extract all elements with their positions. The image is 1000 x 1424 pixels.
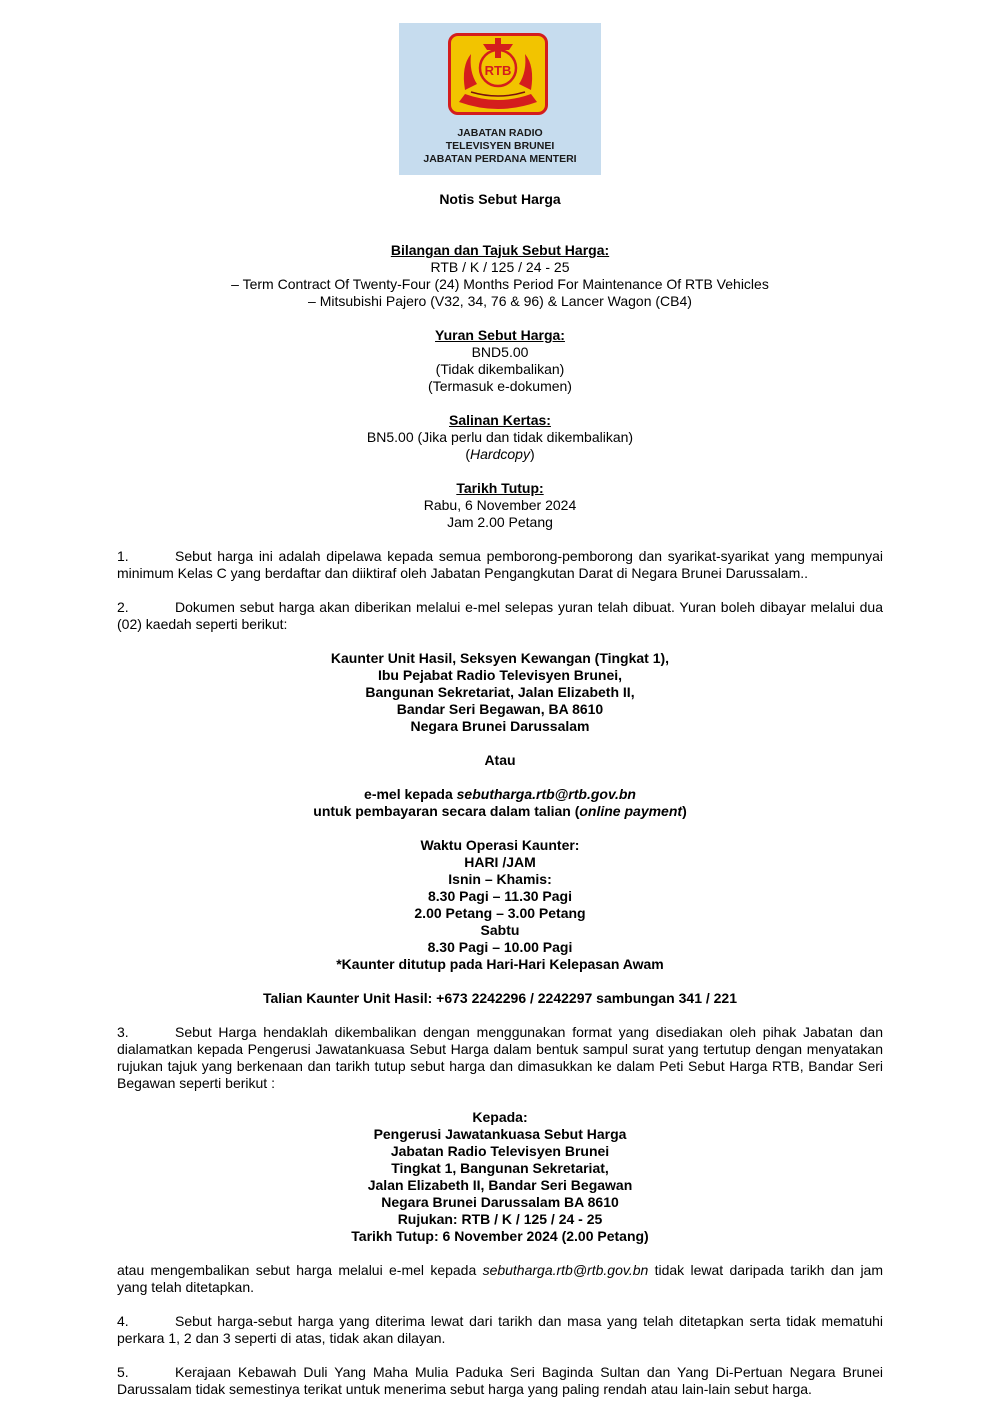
logo-line-3: JABATAN PERDANA MENTERI	[423, 153, 577, 165]
hours-line: 8.30 Pagi – 11.30 Pagi	[428, 888, 572, 904]
hours-line: 2.00 Petang – 3.00 Petang	[414, 905, 586, 921]
hours-line: Isnin – Khamis:	[448, 871, 552, 887]
recipient-line: Rujukan: RTB / K / 125 / 24 - 25	[397, 1211, 603, 1227]
closing-heading: Tarikh Tutup:	[456, 480, 544, 496]
paper-line: BN5.00 (Jika perlu dan tidak dikembalikan)	[366, 429, 634, 445]
counter-address	[117, 650, 883, 735]
notice-document	[117, 191, 883, 1398]
counter-address-line: Ibu Pejabat Radio Televisyen Brunei,	[377, 667, 623, 683]
hours-line: Waktu Operasi Kaunter:	[420, 837, 580, 853]
hours-line: HARI /JAM	[464, 854, 536, 870]
reference-title-line-1: – Term Contract Of Twenty-Four (24) Months Period For Maintenance Of RTB Vehicles	[231, 276, 769, 292]
counter-address-line: Bandar Seri Begawan, BA 8610	[396, 701, 604, 717]
counter-hours	[117, 837, 883, 973]
paragraph-5: 5. Kerajaan Kebawah Duli Yang Maha Mulia Paduka Seri Baginda Sultan dan Yang Di-Pertuan Negara Brunei Darussalam tidak semestinya terikat untuk menerima sebut harga yang paling rendah atau lain-lain sebut harga.	[117, 1364, 883, 1397]
logo-rtb-text: RTB	[484, 63, 512, 78]
recipient-line: Tingkat 1, Bangunan Sekretariat,	[391, 1160, 609, 1176]
paragraph-2: 2. Dokumen sebut harga akan diberikan melalui e-mel selepas yuran telah dibuat. Yuran boleh dibayar melalui dua (02) kaedah seperti berikut:	[117, 599, 883, 632]
paragraph-1: 1. Sebut harga ini adalah dipelawa kepada semua pemborong-pemborong dan syarikat-syarikat yang mempunyai minimum Kelas C yang berdaftar dan diiktiraf oleh Jabatan Pengangkutan Darat di Negara Brunei Darussalam..	[117, 548, 883, 581]
recipient-line: Tarikh Tutup: 6 November 2024 (2.00 Petang)	[351, 1228, 649, 1244]
paper-hardcopy: (Hardcopy)	[465, 446, 535, 462]
reference-title-line-2: – Mitsubishi Pajero (V32, 34, 76 & 96) & Lancer Wagon (CB4)	[308, 293, 692, 309]
recipient-line: Pengerusi Jawatankuasa Sebut Harga	[373, 1126, 627, 1142]
hours-line: 8.30 Pagi – 10.00 Pagi	[427, 939, 573, 955]
recipient-address	[117, 1109, 883, 1245]
email-payment-line-2: untuk pembayaran secara dalam talian (online payment)	[313, 803, 687, 819]
paragraph-4: 4. Sebut harga-sebut harga yang diterima lewat dari tarikh dan masa yang telah ditetapkan serta tidak mematuhi perkara 1, 2 dan 3 seperti di atas, tidak akan dilayan.	[117, 1313, 883, 1346]
recipient-line: Jabatan Radio Televisyen Brunei	[390, 1143, 610, 1159]
hours-line: Sabtu	[480, 922, 520, 938]
counter-address-line: Bangunan Sekretariat, Jalan Elizabeth II,	[365, 684, 635, 700]
page-title: Notis Sebut Harga	[439, 191, 561, 207]
counter-address-line: Kaunter Unit Hasil, Seksyen Kewangan (Tingkat 1),	[330, 650, 670, 666]
recipient-line: Negara Brunei Darussalam BA 8610	[381, 1194, 619, 1210]
rtb-emblem-icon	[448, 33, 548, 115]
email-return-paragraph: atau mengembalikan sebut harga melalui e-mel kepada sebutharga.rtb@rtb.gov.bn tidak lewat daripada tarikh dan jam yang telah ditetapkan.	[117, 1262, 884, 1295]
recipient-line: Kepada:	[472, 1109, 528, 1125]
fee-heading: Yuran Sebut Harga:	[435, 327, 565, 343]
reference-heading: Bilangan dan Tajuk Sebut Harga:	[390, 242, 610, 258]
closing-time: Jam 2.00 Petang	[447, 514, 553, 530]
rtb-logo	[399, 23, 601, 175]
paragraph-3: 3. Sebut Harga hendaklah dikembalikan dengan menggunakan format yang disediakan oleh pihak Jabatan dan dialamatkan kepada Pengerusi Jawatankuasa Sebut Harga dalam bentuk sampul surat yang tertutup dengan menyatakan rujukan tajuk yang berkenaan dan tarikh tutup sebut harga dan dimasukkan ke dalam Peti Sebut Harga RTB, Bandar Seri Begawan seperti berikut :	[117, 1024, 883, 1091]
logo-caption	[399, 127, 601, 166]
logo-line-2: TELEVISYEN BRUNEI	[445, 140, 555, 152]
logo-line-1: JABATAN RADIO	[457, 127, 543, 139]
closing-date: Rabu, 6 November 2024	[423, 497, 577, 513]
paper-heading: Salinan Kertas:	[449, 412, 551, 428]
email-payment-line-1: e-mel kepada sebutharga.rtb@rtb.gov.bn	[364, 786, 636, 802]
counter-address-line: Negara Brunei Darussalam	[410, 718, 590, 734]
payment-email-link[interactable]: sebutharga.rtb@rtb.gov.bn	[456, 786, 636, 802]
hours-line: *Kaunter ditutup pada Hari-Hari Kelepasan Awam	[336, 956, 664, 972]
fee-note-2: (Termasuk e-dokumen)	[428, 378, 572, 394]
or-text: Atau	[484, 752, 516, 768]
fee-amount: BND5.00	[471, 344, 529, 360]
phone-line: Talian Kaunter Unit Hasil: +673 2242296 / 2242297 sambungan 341 / 221	[262, 990, 738, 1006]
fee-note-1: (Tidak dikembalikan)	[435, 361, 565, 377]
recipient-line: Jalan Elizabeth II, Bandar Seri Begawan	[367, 1177, 633, 1193]
reference-number: RTB / K / 125 / 24 - 25	[430, 259, 570, 275]
return-email-link[interactable]: sebutharga.rtb@rtb.gov.bn	[482, 1262, 649, 1278]
